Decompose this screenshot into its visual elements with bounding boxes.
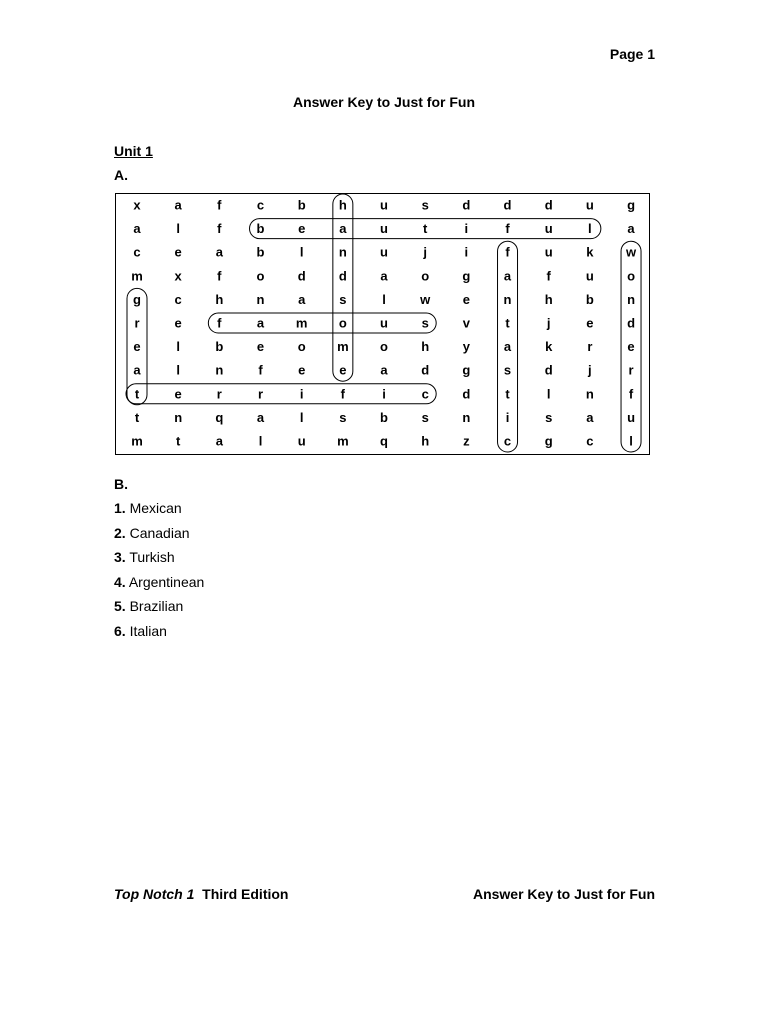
grid-letter: e: [586, 315, 594, 331]
grid-letter: c: [503, 433, 512, 449]
grid-letter: d: [462, 197, 471, 213]
answer-text: Argentinean: [128, 573, 205, 590]
grid-letter: h: [215, 291, 224, 307]
grid-letter: q: [380, 433, 388, 449]
grid-letter: b: [215, 339, 224, 355]
grid-letter: u: [380, 315, 388, 331]
grid-letter: a: [503, 339, 512, 355]
unit-heading: Unit 1: [114, 143, 153, 159]
grid-letter: i: [464, 244, 469, 260]
grid-letter: c: [133, 244, 141, 260]
list-item: [114, 500, 204, 525]
grid-letter: d: [462, 386, 471, 402]
grid-letter: a: [133, 362, 141, 378]
grid-letter: s: [421, 197, 429, 213]
grid-letter: a: [174, 197, 182, 213]
grid-letter: k: [545, 339, 553, 355]
word-loop-terrific: [126, 384, 436, 404]
book-name: Top Notch 1: [114, 886, 195, 902]
answer-number: 3.: [114, 549, 126, 565]
grid-letter: l: [176, 362, 180, 378]
grid-letter: n: [256, 291, 265, 307]
grid-letter: d: [503, 197, 512, 213]
grid-letter: q: [215, 409, 224, 425]
footer-doc-title: Answer Key to Just for Fun: [472, 886, 655, 902]
grid-letter: t: [134, 386, 140, 402]
footer-book-title: [114, 886, 288, 902]
grid-letter: r: [628, 362, 634, 378]
grid-letter: a: [215, 244, 223, 260]
grid-letter: n: [627, 291, 636, 307]
grid-letter: b: [380, 409, 388, 425]
grid-letter: d: [297, 268, 306, 284]
grid-letter: f: [340, 386, 346, 402]
grid-letter: o: [627, 268, 636, 284]
grid-letter: l: [382, 291, 386, 307]
grid-letter: f: [628, 386, 634, 402]
grid-letter: u: [380, 197, 388, 213]
grid-letter: f: [505, 244, 510, 260]
grid-letter: g: [627, 197, 636, 213]
grid-letter: l: [299, 244, 304, 260]
grid-letter: l: [629, 433, 633, 449]
grid-letter: o: [297, 339, 306, 355]
answer-number: 5.: [114, 598, 126, 614]
grid-letter: l: [299, 409, 304, 425]
grid-letter: d: [338, 268, 347, 284]
grid-letter: t: [423, 221, 428, 237]
grid-letter: j: [588, 362, 592, 378]
answer-text: Mexican: [129, 500, 182, 516]
grid-letter: r: [216, 386, 222, 402]
answer-text: Brazilian: [129, 598, 184, 614]
section-a-label: A.: [114, 167, 128, 183]
grid-letter: s: [421, 409, 429, 425]
grid-letter: w: [420, 291, 431, 307]
grid-letter: l: [176, 339, 180, 355]
grid-letter: f: [546, 268, 551, 284]
grid-letter: u: [627, 409, 636, 425]
grid-letter: e: [174, 315, 182, 331]
grid-letter: b: [256, 244, 265, 260]
grid-letter: g: [462, 268, 471, 284]
grid-letter: m: [337, 433, 349, 449]
grid-letter: a: [380, 268, 388, 284]
grid-letter: e: [462, 291, 470, 307]
list-item: [114, 623, 204, 648]
grid-letter: n: [585, 386, 594, 402]
grid-letter: s: [339, 409, 347, 425]
grid-letter: f: [258, 362, 263, 378]
grid-letter: n: [338, 244, 347, 260]
grid-letter: d: [544, 197, 553, 213]
grid-letter: e: [627, 339, 635, 355]
grid-letter: l: [176, 221, 180, 237]
grid-letter: r: [134, 315, 140, 331]
grid-letter: u: [544, 244, 553, 260]
grid-letter: c: [256, 197, 265, 213]
grid-letter: d: [421, 362, 430, 378]
grid-letter: l: [546, 386, 551, 402]
grid-letter: e: [256, 339, 265, 355]
grid-letter: e: [174, 386, 182, 402]
list-item: [114, 549, 204, 574]
grid-letter: l: [258, 433, 263, 449]
grid-letter: u: [297, 433, 306, 449]
grid-letter: a: [627, 221, 635, 237]
grid-letter: u: [585, 268, 594, 284]
grid-letter: t: [505, 386, 510, 402]
document-title: Answer Key to Just for Fun: [292, 94, 476, 110]
section-b-label: B.: [114, 476, 128, 492]
grid-letter: e: [298, 221, 306, 237]
grid-letter: v: [462, 315, 470, 331]
grid-letter: x: [133, 197, 141, 213]
word-search-grid: [115, 193, 650, 455]
grid-letter: f: [217, 268, 222, 284]
grid-letter: a: [380, 362, 388, 378]
grid-letter: o: [380, 339, 388, 355]
grid-letter: j: [423, 244, 428, 260]
answer-text: Italian: [129, 622, 167, 639]
grid-letter: j: [546, 315, 551, 331]
grid-letter: o: [421, 268, 430, 284]
grid-letter: b: [256, 221, 265, 237]
answer-text: Turkish: [129, 549, 175, 565]
grid-letter: d: [627, 315, 636, 331]
grid-letter: l: [588, 221, 592, 237]
answer-text: Canadian: [129, 524, 190, 541]
grid-letter: h: [421, 433, 430, 449]
grid-letter: a: [503, 268, 512, 284]
grid-letter: h: [338, 197, 347, 213]
answer-number: 6.: [114, 622, 126, 639]
grid-letter: i: [382, 386, 386, 402]
grid-letter: e: [174, 244, 182, 260]
grid-letter: f: [217, 221, 222, 237]
grid-letter: u: [380, 221, 388, 237]
grid-letter: a: [256, 315, 265, 331]
book-edition: Third Edition: [202, 886, 289, 902]
grid-letter: i: [505, 409, 510, 425]
list-item: [114, 525, 204, 550]
grid-letter: n: [503, 291, 512, 307]
grid-letter: s: [545, 409, 553, 425]
grid-letter: a: [256, 409, 265, 425]
grid-letter: m: [131, 268, 143, 284]
grid-letter: a: [339, 221, 347, 237]
grid-letter: k: [586, 244, 594, 260]
grid-letter: w: [625, 244, 637, 260]
answer-number: 2.: [114, 524, 126, 541]
grid-letter: x: [174, 268, 182, 284]
grid-letter: u: [585, 197, 594, 213]
grid-letter: m: [131, 433, 143, 449]
answer-number: 1.: [114, 500, 126, 516]
word-loop-famous: [208, 313, 436, 333]
grid-letter: f: [217, 315, 222, 331]
grid-letter: m: [295, 315, 308, 331]
grid-letter: o: [338, 315, 347, 331]
grid-letter: g: [544, 433, 553, 449]
grid-letter: i: [299, 386, 304, 402]
grid-letter: a: [215, 433, 223, 449]
page-number: Page 1: [609, 46, 655, 62]
grid-letter: e: [298, 362, 306, 378]
answer-list: [114, 500, 204, 647]
grid-letter: g: [462, 362, 471, 378]
grid-letter: e: [133, 339, 141, 355]
grid-letter: a: [298, 291, 306, 307]
grid-letter: f: [505, 221, 510, 237]
grid-letter: u: [380, 244, 388, 260]
grid-letter: n: [215, 362, 224, 378]
grid-letter: a: [133, 221, 141, 237]
grid-letter: r: [587, 339, 593, 355]
grid-letter: c: [421, 386, 429, 402]
grid-letter: r: [257, 386, 264, 402]
grid-letter: a: [586, 409, 594, 425]
grid-letter: h: [421, 339, 430, 355]
grid-letter: z: [463, 433, 470, 449]
grid-letter: s: [503, 362, 512, 378]
grid-letter: u: [544, 221, 553, 237]
grid-letter: d: [544, 362, 553, 378]
list-item: [114, 574, 204, 599]
grid-letter: m: [337, 339, 349, 355]
grid-letter: o: [256, 268, 265, 284]
grid-letter: b: [585, 291, 594, 307]
grid-letter: n: [174, 409, 183, 425]
grid-letter: f: [217, 197, 222, 213]
grid-letter: y: [462, 339, 470, 355]
grid-letter: h: [544, 291, 553, 307]
grid-letter: c: [174, 291, 182, 307]
grid-letter: t: [134, 409, 140, 425]
grid-letter: g: [133, 291, 141, 307]
grid-letter: t: [175, 433, 181, 449]
grid-letter: e: [339, 362, 347, 378]
grid-letter: s: [339, 291, 347, 307]
grid-letter: s: [421, 315, 429, 331]
grid-letter: t: [505, 315, 510, 331]
grid-letter: n: [462, 409, 471, 425]
grid-letter: c: [586, 433, 594, 449]
answer-number: 4.: [114, 573, 126, 590]
grid-letter: i: [464, 221, 469, 237]
list-item: [114, 598, 204, 623]
grid-letter: b: [297, 197, 306, 213]
